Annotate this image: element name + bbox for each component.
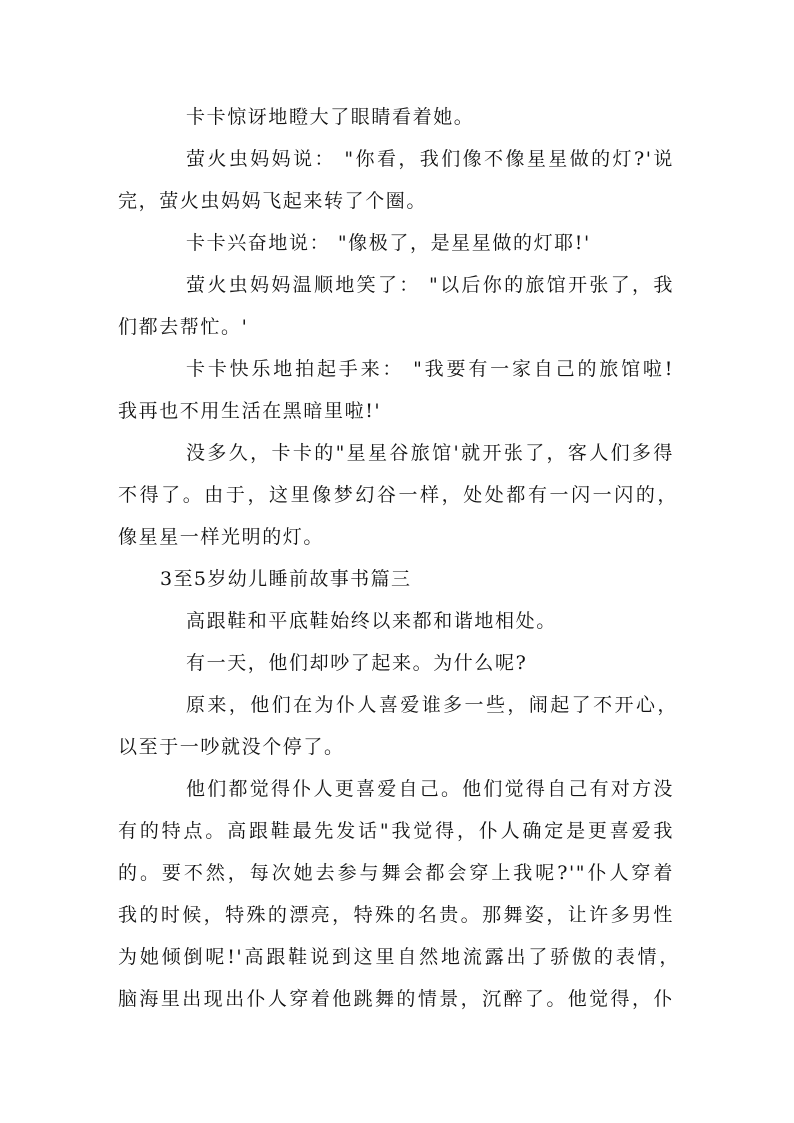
paragraph-line: 们都去帮忙。' — [118, 316, 249, 338]
paragraph-line: 高跟鞋和平底鞋始终以来都和谐地相处。 — [186, 610, 557, 632]
paragraph-line: 没多久，卡卡的"星星谷旅馆'就开张了，客人们多得 — [186, 442, 674, 464]
paragraph-line: 为她倾倒呢!'高跟鞋说到这里自然地流露出了骄傲的表情， — [118, 946, 680, 968]
paragraph-line: 原来，他们在为仆人喜爱谁多一些，闹起了不开心， — [186, 694, 678, 716]
section-heading: 3至5岁幼儿睡前故事书篇三 — [160, 568, 412, 590]
paragraph-line: 有一天，他们却吵了起来。为什么呢? — [186, 652, 528, 674]
paragraph-line: 我再也不用生活在黑暗里啦!' — [118, 400, 382, 422]
paragraph-line: 萤火虫妈妈温顺地笑了： "以后你的旅馆开张了，我 — [186, 274, 674, 296]
paragraph-line: 的。要不然，每次她去参与舞会都会穿上我呢?'"仆人穿着 — [118, 862, 674, 884]
paragraph-line: 有的特点。高跟鞋最先发话"我觉得，仆人确定是更喜爱我 — [118, 820, 674, 842]
paragraph-line: 他们都觉得仆人更喜爱自己。他们觉得自己有对方没 — [186, 778, 674, 800]
paragraph-line: 脑海里出现出仆人穿着他跳舞的情景，沉醉了。他觉得，仆 — [118, 988, 674, 1010]
paragraph-line: 不得了。由于，这里像梦幻谷一样，处处都有一闪一闪的， — [118, 484, 678, 506]
paragraph-line: 卡卡兴奋地说： "像极了，是星星做的灯耶!' — [186, 232, 591, 254]
paragraph-line: 萤火虫妈妈说： "你看，我们像不像星星做的灯?'说 — [186, 148, 674, 170]
paragraph-line: 像星星一样光明的灯。 — [118, 526, 325, 548]
paragraph-line: 我的时候，特殊的漂亮，特殊的名贵。那舞姿，让许多男性 — [118, 904, 674, 926]
paragraph-line: 以至于一吵就没个停了。 — [118, 736, 345, 758]
paragraph-line: 卡卡惊讶地瞪大了眼睛看着她。 — [186, 106, 475, 128]
paragraph-line: 完，萤火虫妈妈飞起来转了个圈。 — [118, 190, 428, 212]
paragraph-line: 卡卡快乐地拍起手来： "我要有一家自己的旅馆啦! — [186, 358, 674, 380]
